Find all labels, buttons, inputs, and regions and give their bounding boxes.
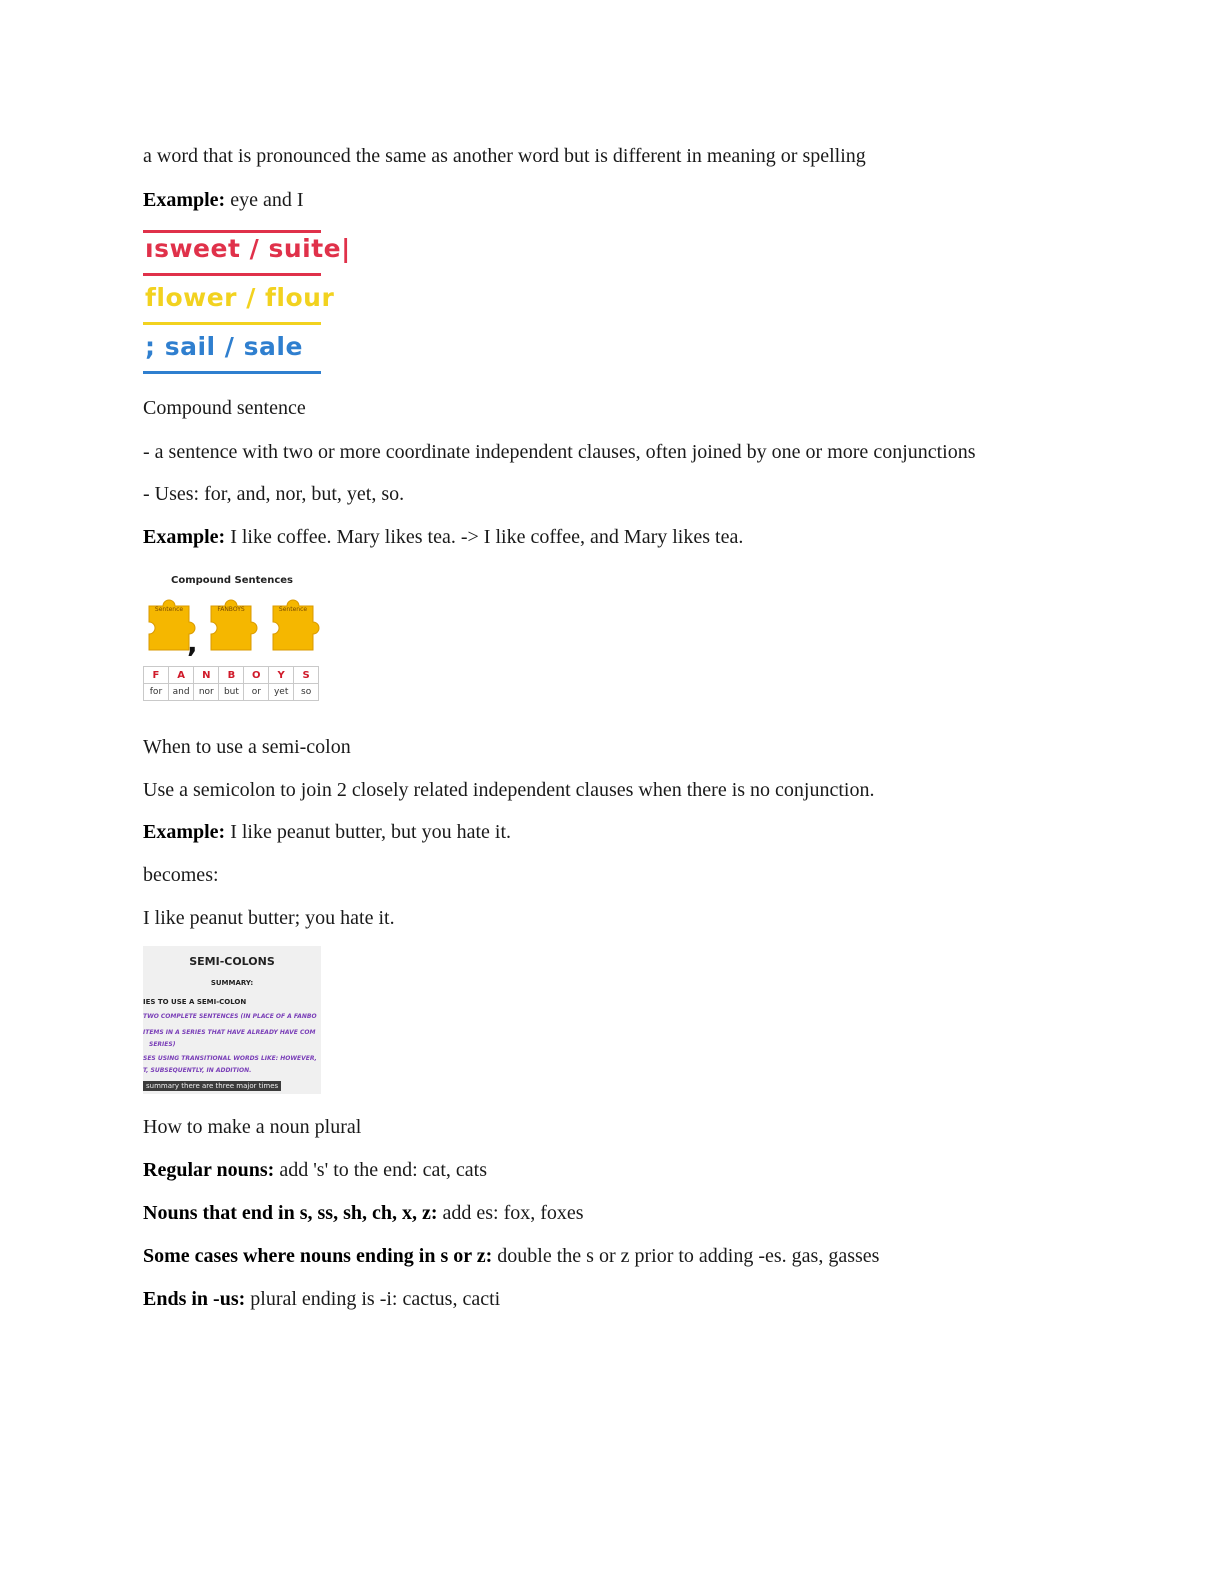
fanboys-table [143, 666, 319, 701]
fanboys-word: but [219, 684, 244, 701]
fanboys-word: for [144, 684, 169, 701]
rule-label: Ends in -us: [143, 1288, 246, 1310]
semicolon-result: I like peanut butter; you hate it. [143, 907, 395, 929]
homophone-row-1 [143, 230, 351, 276]
plural-rule [143, 1201, 584, 1225]
image-summary: SUMMARY: [210, 979, 254, 987]
semicolons-image [143, 946, 321, 1094]
rule-label: Some cases where nouns ending in s or z: [143, 1245, 493, 1267]
homophone-pair: ; sail / sale [145, 332, 303, 361]
semicolon-becomes: becomes: [143, 864, 219, 886]
compound-example [143, 525, 743, 549]
image-point: ITEMS IN A SERIES THAT HAVE ALREADY HAVE COM [143, 1029, 316, 1036]
piece-label: Sentence [278, 606, 308, 613]
plural-rule [143, 1158, 487, 1182]
image-subheading: IES TO USE A SEMI-COLON [143, 998, 247, 1006]
image-point: T, SUBSEQUENTLY, IN ADDITION. [143, 1067, 252, 1074]
example-text: I like peanut butter, but you hate it. [225, 821, 512, 843]
plural-rule [143, 1244, 879, 1268]
fanboys-letter: A [168, 667, 193, 684]
fanboys-letter: O [244, 667, 269, 684]
fanboys-letter: F [144, 667, 169, 684]
example-label: Example: [143, 821, 226, 843]
piece-label: Sentence [154, 606, 184, 613]
rule-label: Regular nouns: [143, 1159, 275, 1181]
plural-rule [143, 1287, 500, 1311]
homophone-definition: a word that is pronounced the same as another word but is different in meaning or spelling [143, 145, 866, 167]
fanboys-letter: N [194, 667, 219, 684]
comma-mark: , [187, 626, 198, 659]
homophone-row-2 [143, 279, 335, 325]
fanboys-word: so [294, 684, 319, 701]
plural-heading: How to make a noun plural [143, 1116, 362, 1138]
rule-text: add es: fox, foxes [437, 1202, 584, 1224]
compound-uses: - Uses: for, and, nor, but, yet, so. [143, 483, 405, 505]
semicolon-example [143, 820, 511, 844]
example-label: Example: [143, 526, 226, 548]
compound-sentences-image [143, 572, 321, 704]
fanboys-word: or [244, 684, 269, 701]
compound-definition: - a sentence with two or more coordinate independent clauses, often joined by one or more conjunctions [143, 441, 976, 463]
image-point: TWO COMPLETE SENTENCES (IN PLACE OF A FANBO [143, 1013, 317, 1020]
example-label: Example: [143, 189, 226, 211]
rule-text: add 's' to the end: cat, cats [274, 1159, 488, 1181]
homophone-pair: ısweet / suite| [145, 234, 351, 263]
homophone-pair: flower / flour [145, 283, 335, 312]
puzzle-piece-icon [205, 600, 257, 656]
image-title: SEMI-COLONS [189, 955, 275, 968]
semicolon-rule: Use a semicolon to join 2 closely related independent clauses when there is no conjunction. [143, 779, 875, 801]
fanboys-letter: S [294, 667, 319, 684]
image-point: SERIES) [149, 1041, 176, 1048]
image-point: SES USING TRANSITIONAL WORDS LIKE: HOWEVER, [143, 1055, 317, 1062]
video-caption: summary there are three major times [143, 1081, 281, 1091]
rule-text: double the s or z prior to adding -es. gas, gasses [492, 1245, 880, 1267]
fanboys-letters-row [144, 667, 319, 684]
example-text: eye and I [225, 189, 304, 211]
semicolon-heading: When to use a semi-colon [143, 736, 351, 758]
fanboys-letter: Y [269, 667, 294, 684]
fanboys-words-row [144, 684, 319, 701]
rule-text: plural ending is -i: cactus, cacti [245, 1288, 501, 1310]
rule-label: Nouns that end in s, ss, sh, ch, x, z: [143, 1202, 438, 1224]
example-text: I like coffee. Mary likes tea. -> I like coffee, and Mary likes tea. [225, 526, 744, 548]
puzzle-piece-icon [267, 600, 319, 656]
fanboys-word: nor [194, 684, 219, 701]
compound-heading: Compound sentence [143, 397, 306, 419]
fanboys-letter: B [219, 667, 244, 684]
fanboys-word: and [168, 684, 193, 701]
fanboys-word: yet [269, 684, 294, 701]
image-title: Compound Sentences [171, 575, 293, 586]
homophone-row-3 [143, 328, 321, 374]
homophones-image [143, 230, 351, 376]
piece-label: FANBOYS [217, 606, 245, 613]
homophone-example [143, 188, 304, 212]
